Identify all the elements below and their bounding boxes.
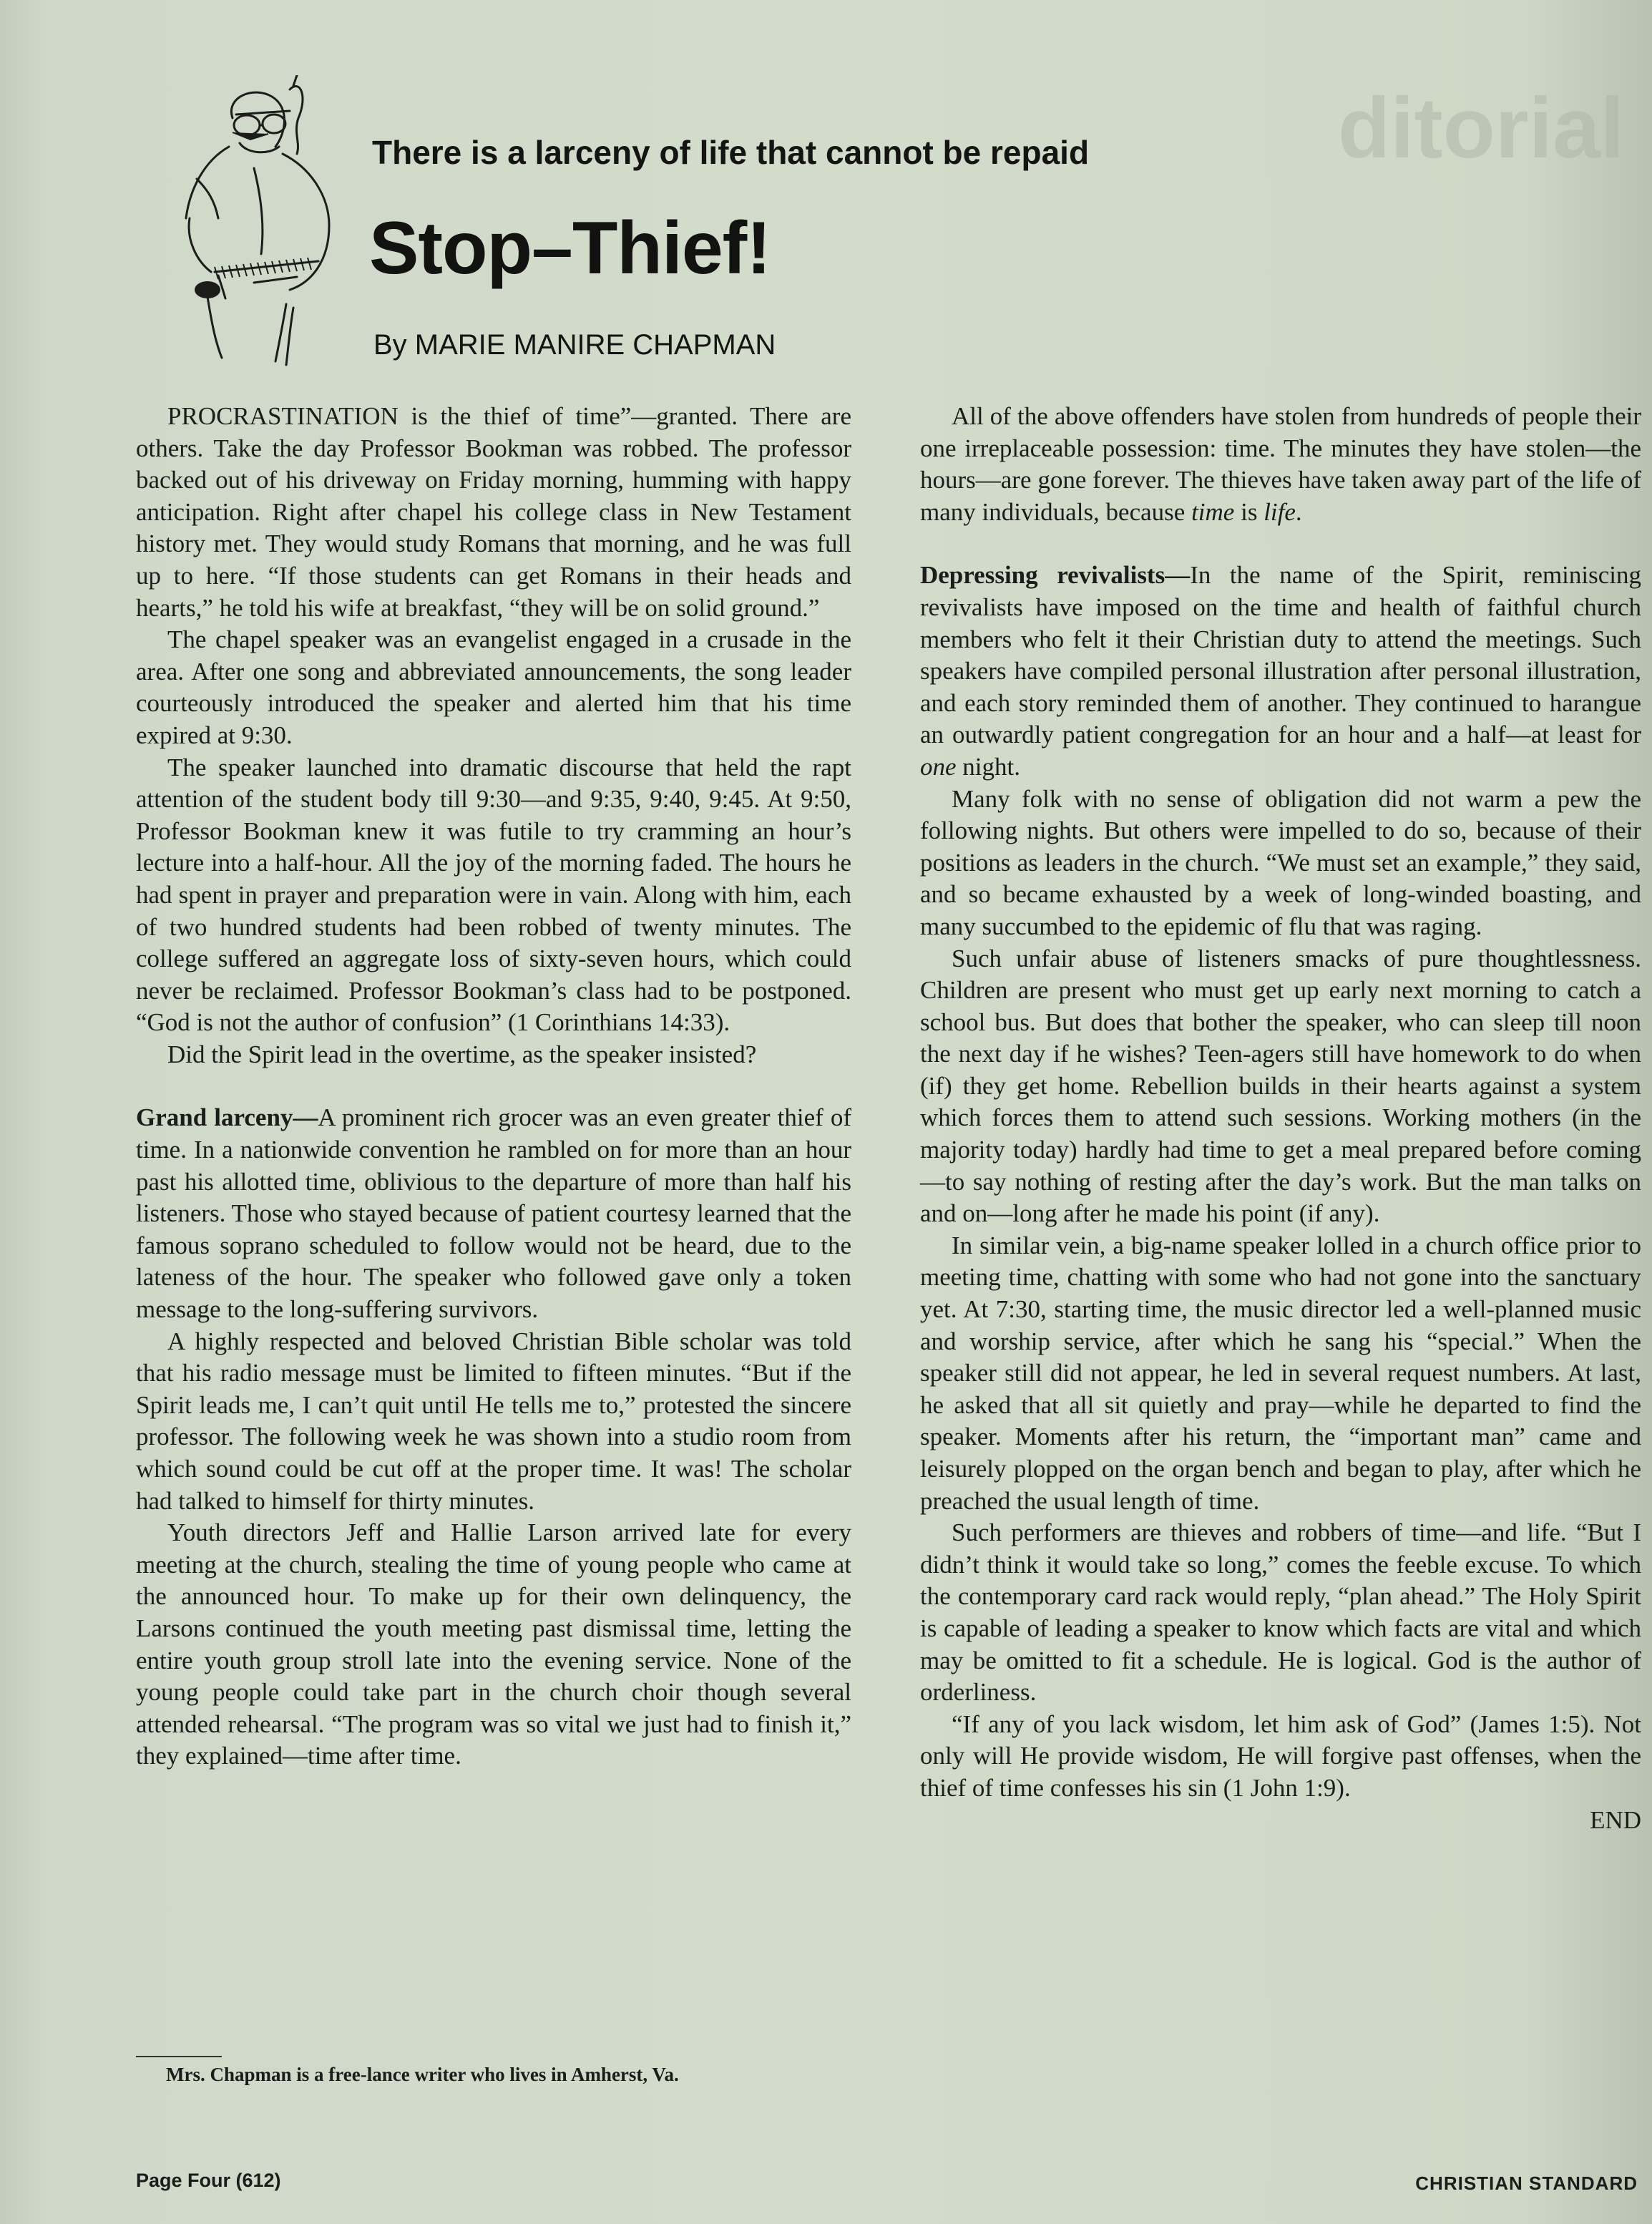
paragraph: Youth directors Jeff and Hallie Larson arrived late for every meeting at the church, stealing the time of young people who came at the announced hour. To make up for their own delinquency, the Larsons continued the youth meeting past dismissal time, letting the entire youth group stroll late into the evening service. None of the young people could take part in the church choir though several attended rehearsal. “The program was so vital we just had to finish it,” they explained—time after time. <box>136 1518 851 1770</box>
speaker-sketch-illustration <box>147 75 354 369</box>
paragraph: Many folk with no sense of obligation did not warm a pew the following nights. But others were impelled to do so, because of their positions as leaders in the church. “We must set an example,” they said, and so became exhausted by a week of long-winded boasting, and many succumbed to the epidemic of flu that was raging. <box>920 784 1641 940</box>
paragraph-depressing-revivalists: Depressing revivalists—In the name of the Spirit, reminiscing revivalists have imposed on the time and health of faithful church members who felt it their Christian duty to attend the meetings. Such speakers have compiled personal illustration after personal illustration, and each story reminded them of another. They continued to harangue an outwardly patient congregation for an hour and a half—at least for one night. <box>920 561 1641 781</box>
paragraph: A highly respected and beloved Christian Bible scholar was told that his radio message must be limited to fifteen minutes. “But if the Spirit leads me, I can’t quit until He tells me to,” protested the sincere professor. The following week he was shown into a studio room from which sound could be cut off at the proper time. It was! The scholar had talked to himself for thirty minutes. <box>136 1327 851 1515</box>
bleed-through-heading: ditorial <box>1338 80 1625 176</box>
publication-name: CHRISTIAN STANDARD <box>1415 2172 1638 2194</box>
article-title: Stop–Thief! <box>369 207 771 290</box>
article-byline: By MARIE MANIRE CHAPMAN <box>373 329 776 361</box>
left-column <box>136 401 851 1772</box>
footnote-rule <box>136 2056 222 2057</box>
paragraph: The speaker launched into dramatic discourse that held the rapt attention of the student body till 9:30—and 9:35, 9:40, 9:45. At 9:50, Professor Bookman knew it was futile to try cramming an hour’s lecture into a half-hour. All the joy of the morning faded. The hours he had spent in prayer and preparation were in vain. Along with him, each of two hundred students had been robbed of twenty minutes. The college suffered an aggregate loss of sixty-seven hours, which could never be reclaimed. Professor Bookman’s class had to be postponed. “God is not the author of confusion” (1 Corinthians 14:33). <box>136 753 851 1037</box>
paragraph: Such performers are thieves and robbers of time—and life. “But I didn’t think it would take so long,” comes the feeble excuse. To which the contemporary card rack would reply, “plan ahead.” The Holy Spirit is capable of leading a speaker to know which facts are vital and which may be omitted to fit a schedule. He is logical. God is the author of orderliness. <box>920 1518 1641 1707</box>
paragraph: All of the above offenders have stolen from hundreds of people their one irreplaceable possession: time. The minutes they have stolen—the hours—are gone forever. The thieves have taken away part of the life of many individuals, because time is life. <box>920 402 1641 526</box>
paragraph: PROCRASTINATION is the thief of time”—granted. There are others. Take the day Professor Bookman was robbed. The professor backed out of his driveway on Friday morning, humming with happy anticipation. Right after chapel his college class in New Testament history met. They would study Romans that morning, and he was full up to here. “If those students can get Romans in their heads and hearts,” he told his wife at breakfast, “they will be on solid ground.” <box>136 402 851 622</box>
right-column <box>920 401 1641 1836</box>
author-footnote: Mrs. Chapman is a free-lance writer who lives in Amherst, Va. <box>166 2064 679 2085</box>
paragraph-grand-larceny: Grand larceny—A prominent rich grocer was an even greater thief of time. In a nationwide convention he rambled on for more than an hour past his allotted time, oblivious to the departure of more than half his listeners. Those who stayed because of patient courtesy learned that the famous soprano scheduled to follow would not be heard, due to the lateness of the hour. The speaker who followed gave only a token message to the long-suffering survivors. <box>136 1103 851 1324</box>
article-kicker: There is a larceny of life that cannot be repaid <box>372 134 1090 171</box>
page-number: Page Four (612) <box>136 2170 281 2191</box>
paragraph: In similar vein, a big-name speaker lolled in a church office prior to meeting time, chatting with some who had not gone into the sanctuary yet. At 7:30, starting time, the music director led a well-planned music and worship service, after which he sang his “special.” When the speaker still did not appear, he led in several request numbers. At last, he asked that all sit quietly and pray—while he departed to find the speaker. Moments after his return, the “important man” came and leisurely plopped on the organ bench and began to play, after which he preached the usual length of time. <box>920 1231 1641 1515</box>
paragraph: Such unfair abuse of listeners smacks of pure thoughtlessness. Children are present who must get up early next morning to catch a school bus. But does that bother the speaker, who can sleep till noon the next day if he wishes? Teen-agers still have homework to do when (if) they get home. Rebellion builds in their hearts against a system which forces them to attend such sessions. Working mothers (in the majority today) hardly had time to get a meal prepared before coming—to say nothing of resting after the day’s work. But the man talks on and on—long after he made his point (if any). <box>920 944 1641 1228</box>
paragraph: Did the Spirit lead in the overtime, as the speaker insisted? <box>167 1040 757 1068</box>
section-head: Depressing revivalists— <box>920 561 1191 590</box>
end-mark: END <box>1590 1805 1641 1834</box>
paragraph: The chapel speaker was an evangelist engaged in a crusade in the area. After one song and abbreviated announcements, the song leader courteously introduced the speaker and alerted him that his time expired at 9:30. <box>136 625 851 749</box>
paragraph: “If any of you lack wisdom, let him ask of God” (James 1:5). Not only will He provide wisdom, He will forgive past offenses, when the thief of time confesses his sin (1 John 1:9). <box>920 1710 1641 1802</box>
section-head: Grand larceny— <box>136 1103 318 1132</box>
